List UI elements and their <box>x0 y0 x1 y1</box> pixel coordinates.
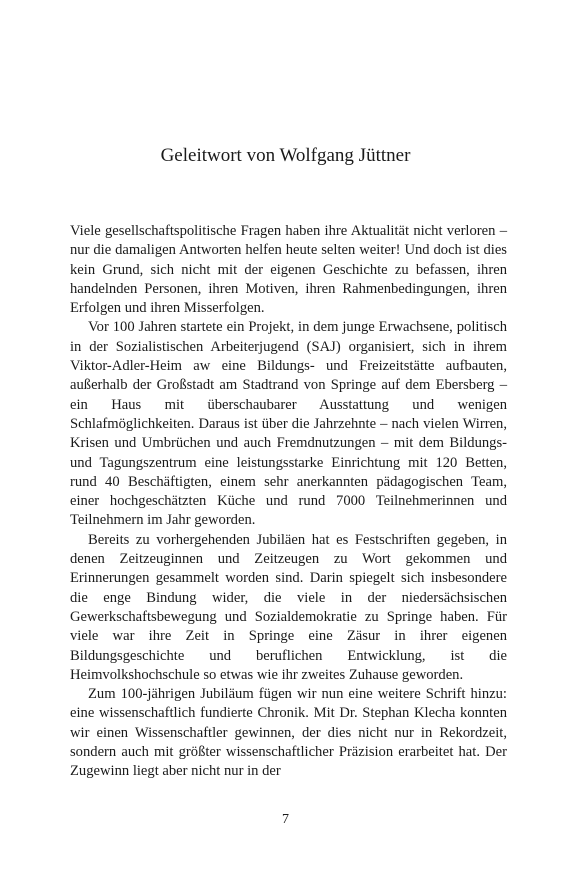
paragraph-4: Zum 100-jährigen Jubiläum fügen wir nun eine weitere Schrift hinzu: eine wissenschaftlich fundierte Chronik. Mit Dr. Stephan Klecha konnten wir einen Wissenschaftler gewinnen, der dies nicht nur in Rekordzeit, sondern auch mit größter wissenschaftlicher Präzision erarbeitet hat. Der Zugewinn liegt aber nicht nur in der <box>70 686 507 780</box>
page-number: 7 <box>282 812 289 827</box>
paragraph-1: Viele gesellschaftspolitische Fragen haben ihre Aktualität nicht verloren – nur die damaligen Antworten helfen heute selten weiter! Und doch ist dies kein Grund, sich nicht mit der eigenen Geschichte zu befassen, ihren handelnden Personen, ihren Motiven, ihren Rahmenbedingungen, ihren Erfolgen und ihren Misserfolgen. <box>70 223 507 317</box>
paragraph-3: Bereits zu vorhergehenden Jubiläen hat es Festschriften gegeben, in denen Zeitzeuginnen und Zeitzeugen zu Wort gekommen und Erinnerungen gesammelt worden sind. Darin spiegelt sich insbesondere die enge Bindung wider, die viele in der niedersächsischen Gewerkschaftsbewegung und Sozialdemokratie zu Springe haben. Für viele war ihre Zeit in Springe eine Zäsur in ihrer eigenen Bildungsgeschichte und beruflichen Entwicklung, ist die Heimvolkshochschule so etwas wie ihr zweites Zuhause geworden. <box>70 531 507 683</box>
page-title: Geleitwort von Wolfgang Jüttner <box>160 145 411 166</box>
paragraph-2: Vor 100 Jahren startete ein Projekt, in dem junge Erwachsene, politisch in der Sozialistischen Arbeiterjugend (SAJ) organisiert, sich in ihrem Viktor-Adler-Heim aw eine Bildungs- und Freizeitstätte aufbauten, außerhalb der Großstadt am Stadtrand von Springe auf dem Ebersberg – ein Haus mit überschaubarer Ausstattung und wenigen Schlafmöglichkeiten. Daraus ist über die Jahrzehnte – nach vielen Wirren, Krisen und Umbrüchen und auch Fremdnutzungen – mit dem Bildungs- und Tagungszentrum eine leistungsstarke Einrichtung mit 120 Betten, rund 40 Beschäftigten, einem sehr anerkannten pädagogischen Team, einer hochgeschätzten Küche und rund 7000 Teilnehmerinnen und Teilnehmern im Jahr geworden. <box>70 319 507 529</box>
body-text <box>70 222 507 782</box>
